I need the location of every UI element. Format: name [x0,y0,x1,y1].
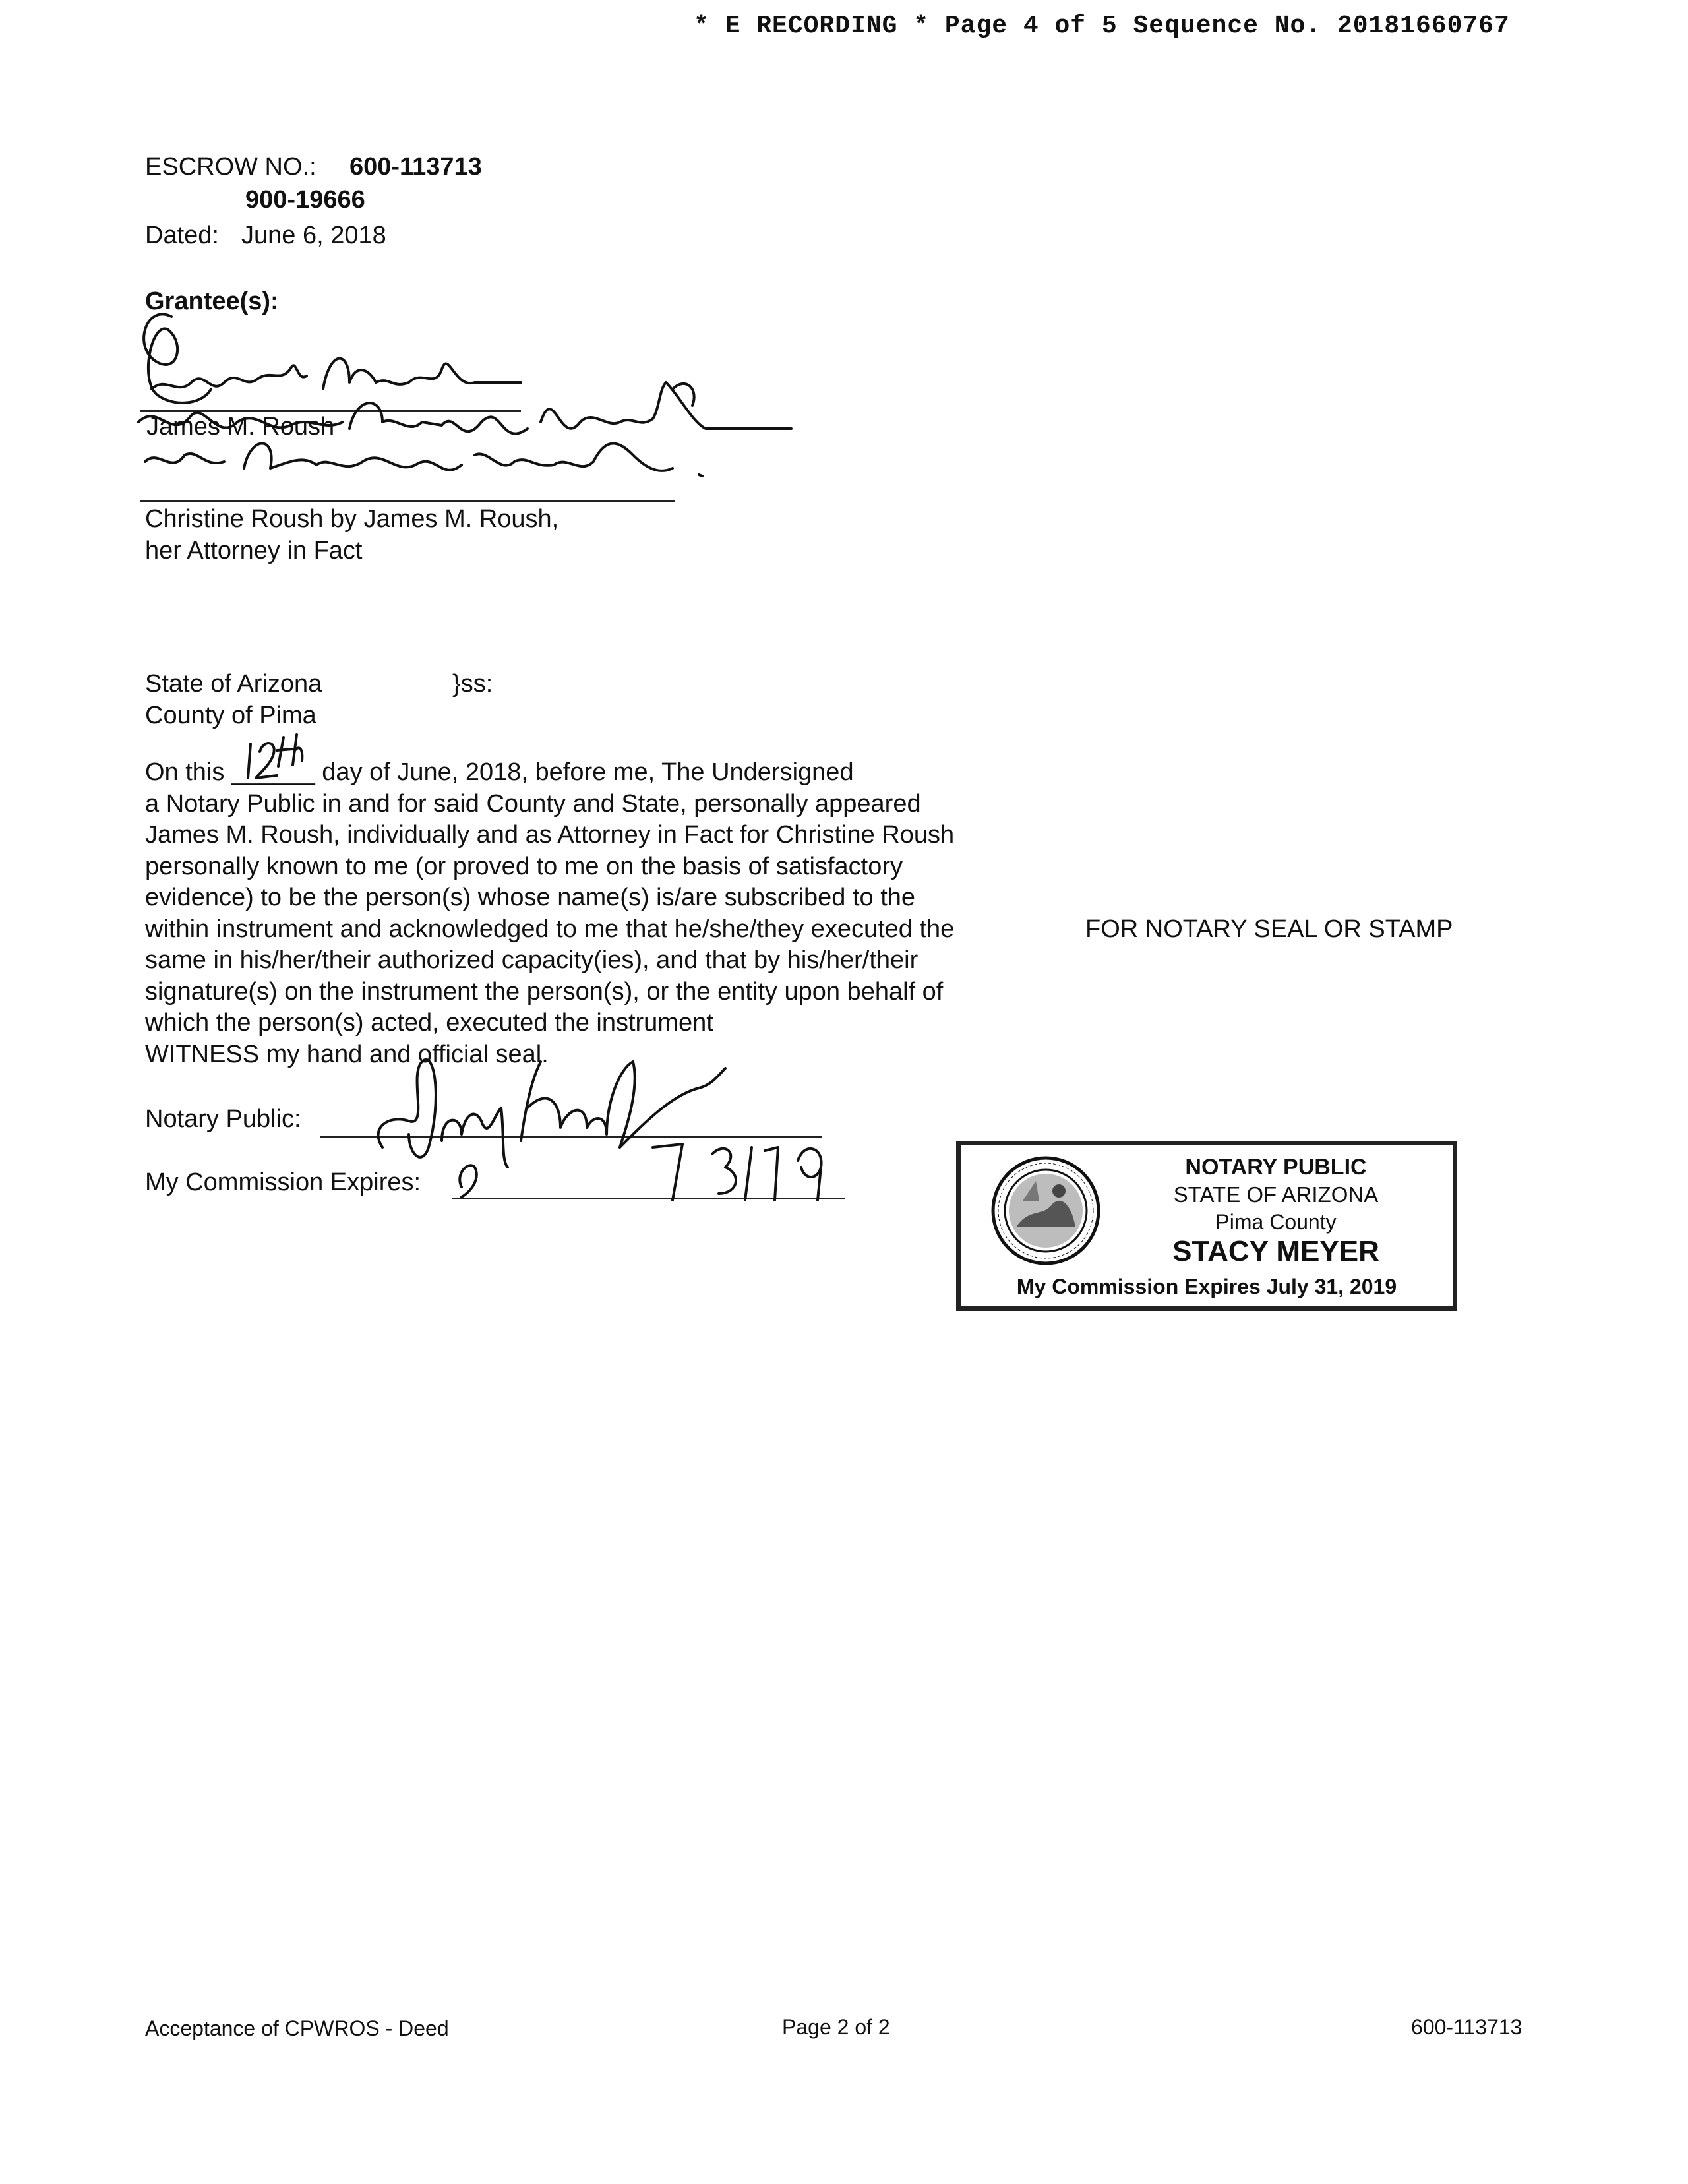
stamp-title: NOTARY PUBLIC [1185,1155,1367,1180]
acknowledgment-line: a Notary Public in and for said County and State, personally appeared [145,789,921,818]
stamp-county: Pima County [1215,1210,1337,1234]
commission-expires-label: My Commission Expires: [145,1168,421,1196]
acknowledgment-line: same in his/her/their authorized capacity(ies), and that by his/her/their [145,946,919,974]
acknowledgment-line: personally known to me (or proved to me on the basis of satisfactory [145,852,903,880]
acknowledgment-line: James M. Roush, individually and as Attorney in Fact for Christine Roush [145,821,955,849]
acknowledgment-line: signature(s) on the instrument the person(s), or the entity upon behalf of [145,977,944,1006]
handwritten-day [237,732,323,785]
acknowledgment-line: which the person(s) acted, executed the instrument [145,1009,713,1037]
footer-escrow-number: 600-113713 [1411,2015,1522,2039]
footer-document-title: Acceptance of CPWROS - Deed [145,2017,449,2040]
acknowledgment-paragraph [145,757,1042,1070]
grantee-signature [132,290,857,514]
grantee-name-2-line2: her Attorney in Fact [145,537,363,564]
acknowledgment-line: within instrument and acknowledged to me that he/she/they executed the [145,915,955,943]
handwritten-expiry [448,1121,844,1207]
acknowledgment-line: evidence) to be the person(s) whose name(s) is/are subscribed to the [145,884,916,911]
escrow-label: ESCROW NO.: [145,153,316,181]
escrow-number-1: 600-113713 [349,153,482,181]
venue-state: State of Arizona [145,670,322,698]
notary-public-label: Notary Public: [145,1105,301,1133]
escrow-number-2: 900-19666 [245,186,365,214]
stamp-commission-expiry: My Commission Expires July 31, 2019 [1016,1275,1397,1298]
acknowledgment-line: On this ______ day of June, 2018, before me, The Undersigned [145,758,854,786]
arizona-seal-icon [990,1155,1102,1267]
grantee-name-2-line1: Christine Roush by James M. Roush, [145,505,559,533]
footer-page-number: Page 2 of 2 [782,2015,890,2039]
venue-county: County of Pima [145,702,316,729]
stamp-notary-name: STACY MEYER [1172,1235,1379,1267]
grantee-name-1: James M. Roush [146,413,335,440]
stamp-state: STATE OF ARIZONA [1173,1182,1379,1207]
grantees-heading: Grantee(s): [145,288,279,315]
dated-value: June 6, 2018 [241,222,386,249]
recording-header: * E RECORDING * Page 4 of 5 Sequence No. 20181660767 [694,12,1510,40]
notary-stamp [956,1141,1457,1311]
venue-ss: }ss: [452,670,493,698]
acknowledgment-line: WITNESS my hand and official seal. [145,1040,549,1068]
dated-label: Dated: [145,222,219,249]
notary-seal-caption: FOR NOTARY SEAL OR STAMP [1085,915,1453,943]
